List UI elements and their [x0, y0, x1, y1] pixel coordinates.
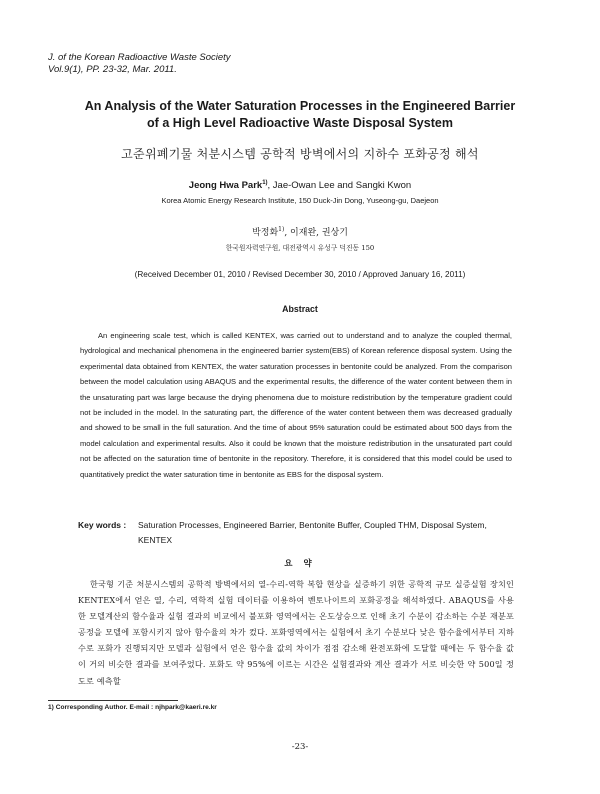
korean-abstract-heading: 요 약: [284, 559, 316, 569]
abstract-text: An engineering scale test, which is called KENTEX, was carried out to understand and to analyze the coupled thermal, hydrological and mechanical phenomena in the engineered barrier system(EBS) of Korean reference disposal system. Using the experimental data obtained from KENTEX, the water saturation processes in bentonite could be analyzed. From the comparison between the model calculation using ABAQUS and the experimental results, the difference of the water content between them in the unsaturating part was large because the drying phenomena due to moisture redistribution by the temperature gradient could not be included in the model. In the saturating part, the difference of the water content between them was decreased gradually and showed to be small in the full saturation. And the time of about 95% saturation could be estimated about 500 days from the model calculation and experimental results. Also it could be known that the moisture redistribution in the unsaturated part could not be affected on the saturation time of bentonite in the repository. Therefore, it is considered that this model could be used to quantitatively predict the water saturation time in bentonite as EBS for the disposal system.: [80, 331, 512, 479]
keywords-value: Saturation Processes, Engineered Barrier, Bentonite Buffer, Coupled THM, Disposal System, KENTEX: [138, 520, 487, 545]
korean-abstract-text: 한국형 기준 처분시스템의 공학적 방벽에서의 열-수리-역학 복합 현상을 실증하기 위한 공학적 규모 실증실험 장치인 KENTEX에서 얻은 열, 수리, 역학적 실험 데이터를 이용하여 벤토나이트의 포화공정을 해석하였다. ABAQUS를 사용한 모델계산의 함수율과 실험 결과의 비교에서 불포화 영역에서는 온도상승으로 인해 초기 수분이 감소하는 수분 재분포 공정을 모델에 포함시키지 않아 함수율의 차가 컸다. 포화영역에서는 실험에서 초기 수분보다 낮은 함수율에서부터 지하수로 포화가 진행되지만 모델과 실험에서 얻은 함수율 값의 차이가 점점 감소해 완전포화에 도달할 때에는 두 함수율 값이 거의 비슷한 결과를 보여주었다. 포화도 약 95%에 이르는 시간은 실험결과와 계산 결과가 서로 비슷한 약 500일 정도로 예측할: [78, 579, 514, 686]
page-number: -23-: [291, 742, 309, 752]
coauthors-korean: , 이재완, 권상기: [284, 228, 348, 238]
journal-volume: Vol.9(1), PP. 23-32, Mar. 2011.: [48, 63, 177, 75]
keywords-label: Key words :: [78, 520, 127, 530]
main-author-name: Jeong Hwa Park: [188, 180, 263, 192]
affiliation-korean: 한국원자력연구원, 대전광역시 유성구 덕진동 150: [225, 244, 375, 252]
main-author-korean-mark: 1): [278, 226, 285, 233]
author-list-korean: [60, 225, 540, 238]
main-author-footnote-mark: 1): [262, 180, 268, 186]
author-list-english: [60, 180, 540, 191]
paper-title-korean: 고준위폐기물 처분시스템 공학적 방벽에서의 지하수 포화공정 해석: [121, 147, 479, 161]
main-author-korean: 박정화: [252, 228, 279, 238]
paper-title-english: An Analysis of the Water Saturation Processes in the Engineered Barrier of a High Level Radioactive Waste Disposal System: [84, 99, 516, 130]
journal-citation: [48, 52, 231, 75]
journal-name: J. of the Korean Radioactive Waste Society: [48, 52, 231, 63]
received-dates: (Received December 01, 2010 / Revised December 30, 2010 / Approved January 16, 2011): [134, 270, 466, 279]
footnote-corresponding-author: 1) Corresponding Author. E-mail : njhpark@kaeri.re.kr: [48, 704, 217, 711]
abstract-heading: Abstract: [282, 304, 318, 314]
main-author: [189, 180, 268, 191]
affiliation-english: Korea Atomic Energy Research Institute, 150 Duck-Jin Dong, Yuseong-gu, Daejeon: [161, 196, 439, 205]
coauthors: , Jae-Owan Lee and Sangki Kwon: [267, 180, 412, 192]
footnote-divider: [48, 700, 178, 701]
